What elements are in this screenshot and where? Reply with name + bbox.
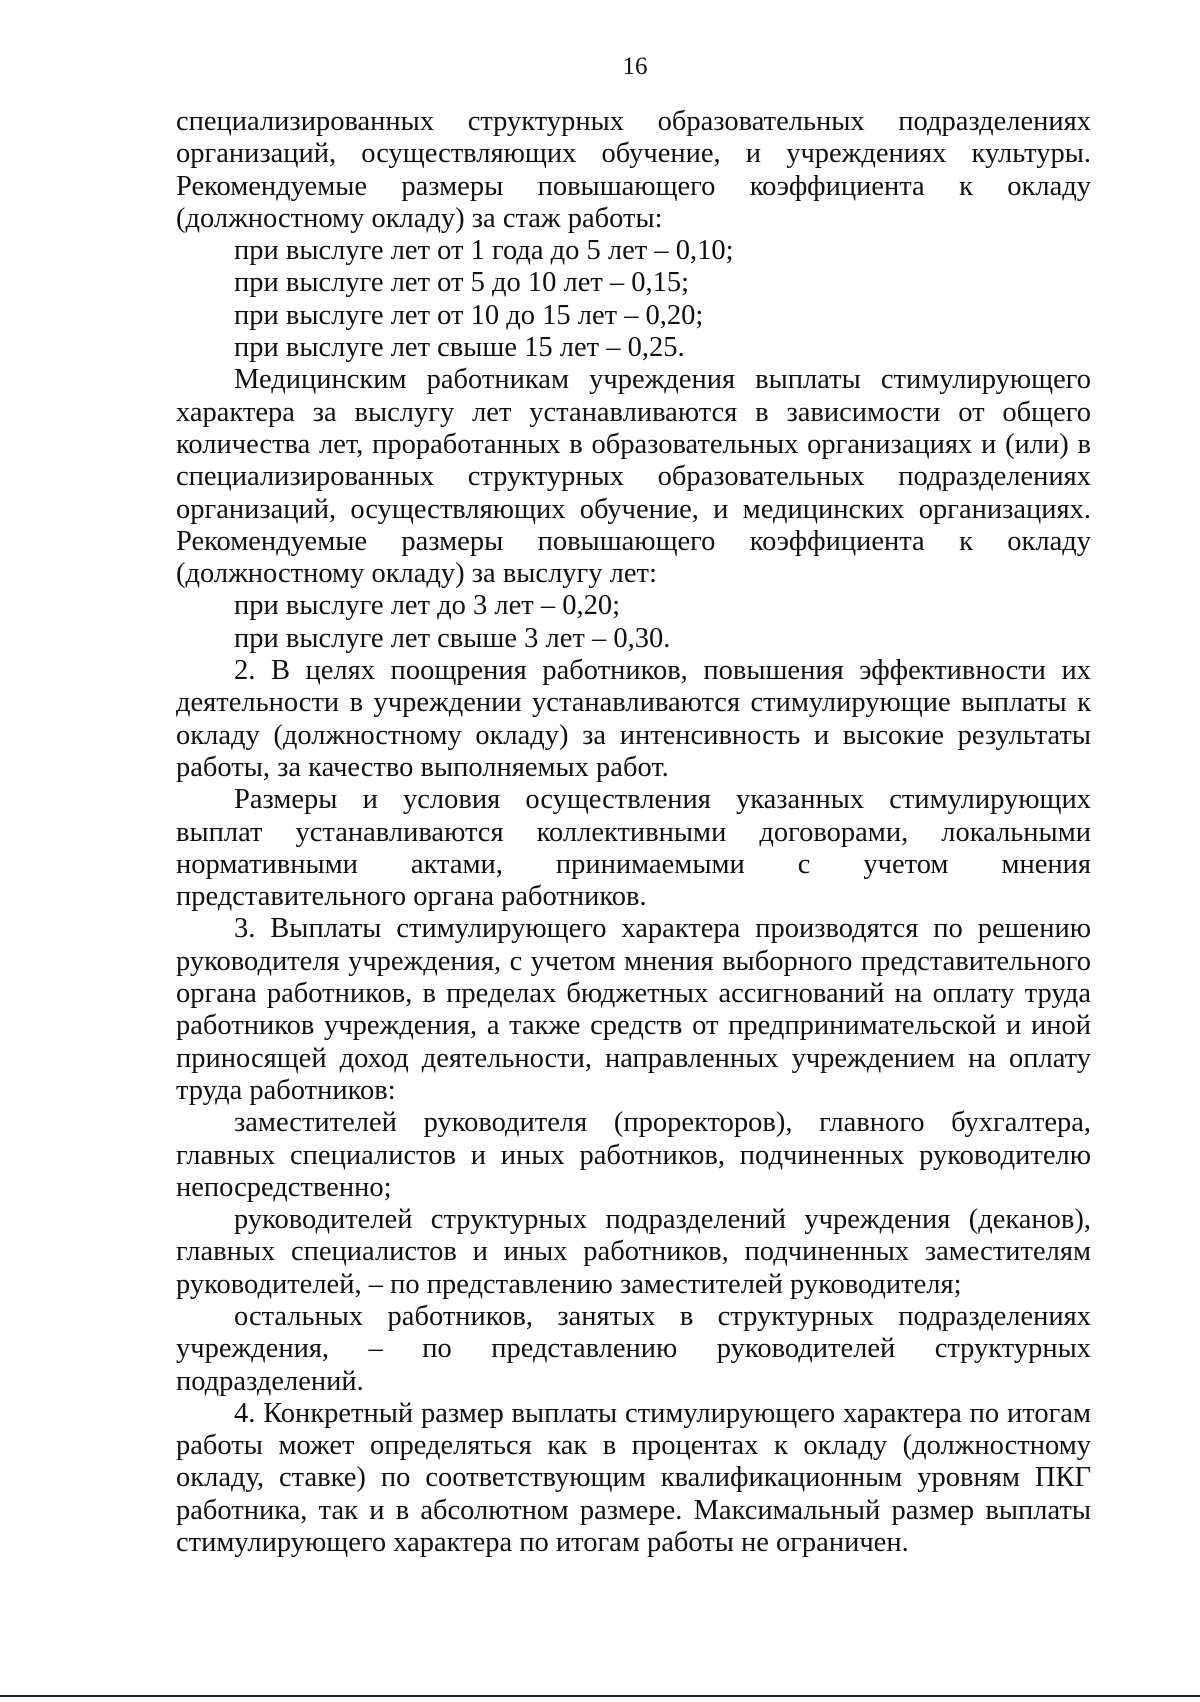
scan-edge-divider	[0, 1695, 1200, 1697]
list-item-deputies: заместителей руководителя (проректоров), главного бухгалтера, главных специалистов и иных работников, подчиненных руководителю непосредственно;	[176, 1107, 1091, 1203]
paragraph-medical-workers: Медицинским работникам учреждения выплаты стимулирующего характера за выслугу лет устанавливаются в зависимости от общего количества лет, проработанных в образовательных организациях и (или) в специализированных структурных образовательных подразделениях организаций, осуществляющих обучение, и медицинских организациях. Рекомендуемые размеры повышающего коэффициента к окладу (должностному окладу) за выслугу лет:	[176, 364, 1091, 590]
list-item-medical-over-3: при выслуге лет свыше 3 лет – 0,30.	[234, 622, 671, 654]
paragraph-payment-conditions: Размеры и условия осуществления указанных стимулирующих выплат устанавливаются коллективными договорами, локальными нормативными актами, принимаемыми с учетом мнения представительного органа работников.	[176, 784, 1091, 913]
paragraph-section-3: 3. Выплаты стимулирующего характера производятся по решению руководителя учреждения, с учетом мнения выборного представительного органа работников, в пределах бюджетных ассигнований на оплату труда работников учреждения, а также средств от предпринимательской и иной приносящей доход деятельности, направленных учреждением на оплату труда работников:	[176, 913, 1091, 1106]
list-item-seniority-over-15: при выслуге лет свыше 15 лет – 0,25.	[234, 332, 685, 364]
list-item-seniority-10-15: при выслуге лет от 10 до 15 лет – 0,20;	[234, 299, 704, 331]
list-item-seniority-1-5: при выслуге лет от 1 года до 5 лет – 0,10;	[234, 235, 734, 267]
list-item-department-heads: руководителей структурных подразделений учреждения (деканов), главных специалистов и иных работников, подчиненных заместителям руководителей, – по представлению заместителей руководителя;	[176, 1204, 1091, 1300]
page-number: 16	[622, 53, 648, 80]
paragraph-section-2: 2. В целях поощрения работников, повышения эффективности их деятельности в учреждении устанавливаются стимулирующие выплаты к окладу (должностному окладу) за интенсивность и высокие результаты работы, за качество выполняемых работ.	[176, 655, 1091, 783]
list-item-medical-up-to-3: при выслуге лет до 3 лет – 0,20;	[234, 590, 621, 622]
paragraph-continuation: специализированных структурных образовательных подразделениях организаций, осуществляющих обучение, и учреждениях культуры. Рекомендуемые размеры повышающего коэффициента к окладу (должностному окладу) за стаж работы:	[176, 106, 1091, 234]
document-body	[176, 106, 1091, 1559]
paragraph-section-4: 4. Конкретный размер выплаты стимулирующего характера по итогам работы может определяться как в процентах к окладу (должностному окладу, ставке) по соответствующим квалификационным уровням ПКГ работника, так и в абсолютном размере. Максимальный размер выплаты стимулирующего характера по итогам работы не ограничен.	[176, 1397, 1091, 1559]
list-item-seniority-5-10: при выслуге лет от 5 до 10 лет – 0,15;	[234, 267, 690, 299]
list-item-other-workers: остальных работников, занятых в структурных подразделениях учреждения, – по представлению руководителей структурных подразделений.	[176, 1300, 1091, 1397]
